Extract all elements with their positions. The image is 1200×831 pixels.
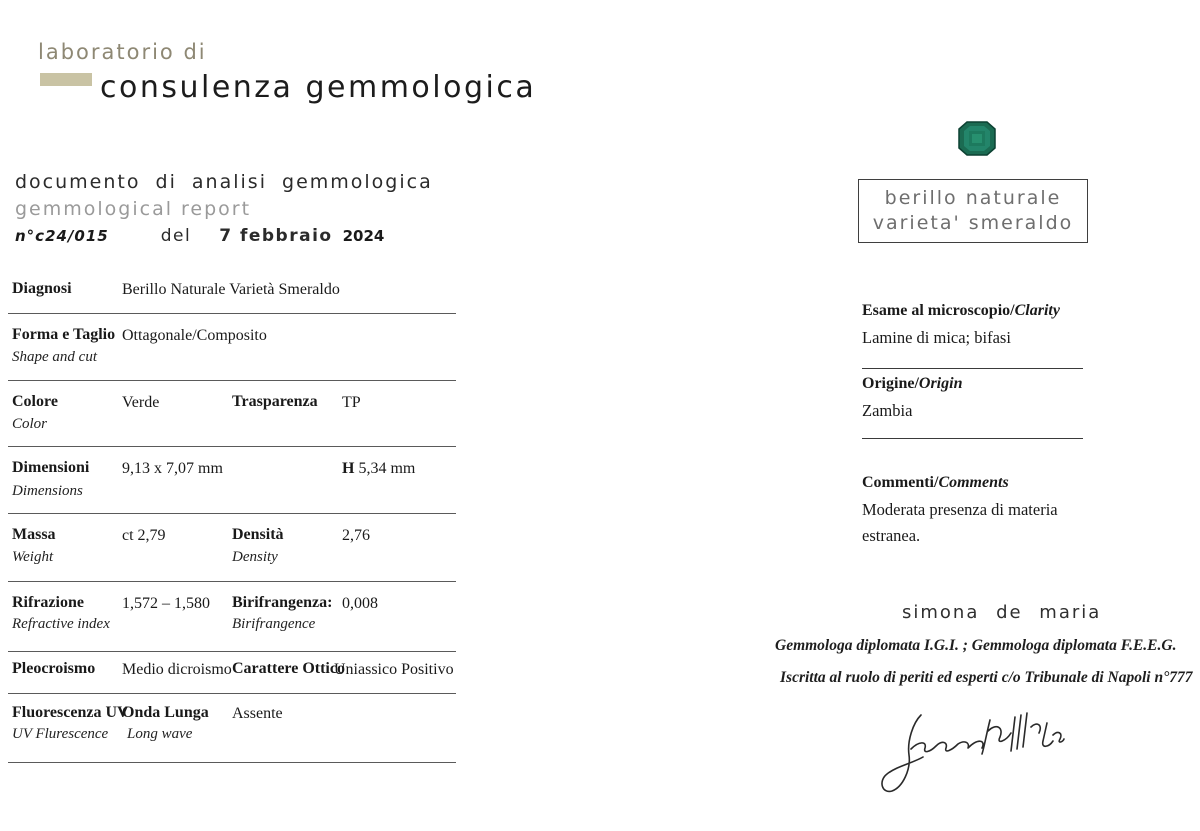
document-title-italian: documento di analisi gemmologica	[15, 171, 433, 193]
right-panel-rule	[862, 368, 1083, 369]
document-date: 7 febbraio	[219, 226, 333, 246]
clarity-label-english: Clarity	[1014, 302, 1060, 319]
field-value-pleocroismo: Medio dicroismo	[122, 661, 232, 678]
field-value-carattere-ottico: Uniassico Positivo	[334, 661, 454, 678]
logo-line2: consulenza gemmologica	[100, 70, 537, 105]
field-label-birifrangenza: Birifrangenza:	[232, 594, 333, 611]
field-sublabel-massa: Weight	[12, 549, 54, 565]
origin-section-heading	[862, 375, 962, 393]
field-value-colore: Verde	[122, 394, 160, 411]
field-sublabel-rifrazione: Refractive index	[12, 616, 110, 632]
field-sublabel-birifrangenza: Birifrangence	[232, 616, 316, 632]
field-label-rifrazione: Rifrazione	[12, 594, 84, 611]
field-label-forma: Forma e Taglio	[12, 326, 116, 343]
height-symbol: H	[342, 460, 355, 477]
date-preposition: del	[160, 226, 192, 246]
field-label-carattere-ottico: Carattere Ottico	[232, 660, 345, 677]
field-value-birifrangenza: 0,008	[342, 595, 378, 612]
table-rule	[8, 762, 456, 763]
label-separator: /	[933, 474, 939, 491]
field-sublabel-dimensioni: Dimensions	[12, 483, 83, 499]
field-value-massa: ct 2,79	[122, 527, 166, 544]
field-sublabel-fluorescenza: UV Flurescence	[12, 726, 109, 742]
table-rule	[8, 446, 456, 447]
field-value-densita: 2,76	[342, 527, 370, 544]
field-label-densita: Densità	[232, 526, 284, 543]
specimen-box-line2: varieta' smeraldo	[872, 212, 1074, 234]
field-label-pleocroismo: Pleocroismo	[12, 660, 96, 677]
comments-value-line1: Moderata presenza di materia	[862, 500, 1058, 519]
table-rule	[8, 313, 456, 314]
document-number: n°c24/015	[15, 227, 109, 245]
field-sublabel-colore: Color	[12, 416, 48, 432]
table-rule	[8, 380, 456, 381]
field-value-diagnosi: Berillo Naturale Varietà Smeraldo	[122, 281, 340, 298]
clarity-value: Lamine di mica; bifasi	[862, 328, 1011, 347]
field-label-colore: Colore	[12, 393, 58, 410]
origin-value: Zambia	[862, 401, 913, 420]
field-value-rifrazione: 1,572 – 1,580	[122, 595, 210, 612]
document-number-line	[15, 226, 384, 246]
field-value-dimensioni: 9,13 x 7,07 mm	[122, 460, 223, 477]
field-value-trasparenza: TP	[342, 394, 361, 411]
origin-label-english: Origin	[918, 375, 963, 392]
table-rule	[8, 513, 456, 514]
specimen-box-line1: berillo naturale	[884, 187, 1062, 209]
field-value-fluorescenza: Assente	[232, 705, 283, 722]
comments-label-english: Comments	[938, 474, 1009, 491]
handwritten-signature	[865, 695, 1065, 800]
label-separator: /	[1010, 302, 1015, 319]
signatory-credential-2: Iscritta al ruolo di periti ed esperti c/o Tribunale di Napoli n°777	[780, 669, 1193, 686]
origin-label-italian: Origine	[862, 375, 915, 392]
specimen-identification-box	[858, 179, 1088, 243]
field-label-dimensioni: Dimensioni	[12, 459, 90, 476]
field-sublabel-densita: Density	[232, 549, 278, 565]
signatory-name: simona de maria	[902, 602, 1102, 623]
logo-line1: laboratorio di	[38, 40, 207, 64]
document-title-english: gemmological report	[15, 198, 252, 220]
field-label-onda-lunga: Onda Lunga	[122, 704, 209, 721]
height-value: 5,34 mm	[354, 460, 416, 477]
field-sublabel-forma: Shape and cut	[12, 349, 97, 365]
table-rule	[8, 693, 456, 694]
clarity-section-heading	[862, 302, 1060, 320]
comments-value-line2: estranea.	[862, 526, 921, 545]
field-value-height	[342, 460, 415, 478]
field-sublabel-long-wave: Long wave	[127, 726, 193, 742]
signatory-credential-1: Gemmologa diplomata I.G.I. ; Gemmologa diplomata F.E.E.G.	[775, 637, 1177, 654]
clarity-label-italian: Esame al microscopio	[862, 302, 1011, 319]
logo-accent-block	[40, 73, 92, 86]
field-label-trasparenza: Trasparenza	[232, 393, 318, 410]
field-label-fluorescenza: Fluorescenza UV	[12, 704, 129, 721]
emerald-gem-photo	[958, 121, 996, 156]
comments-label-italian: Commenti	[862, 474, 934, 491]
right-panel-rule	[862, 438, 1083, 439]
field-value-forma: Ottagonale/Composito	[122, 327, 267, 344]
table-rule	[8, 581, 456, 582]
label-separator: /	[914, 375, 919, 392]
document-year: 2024	[342, 227, 385, 245]
field-label-diagnosi: Diagnosi	[12, 280, 72, 297]
table-rule	[8, 651, 456, 652]
field-label-massa: Massa	[12, 526, 56, 543]
comments-section-heading	[862, 474, 1009, 492]
